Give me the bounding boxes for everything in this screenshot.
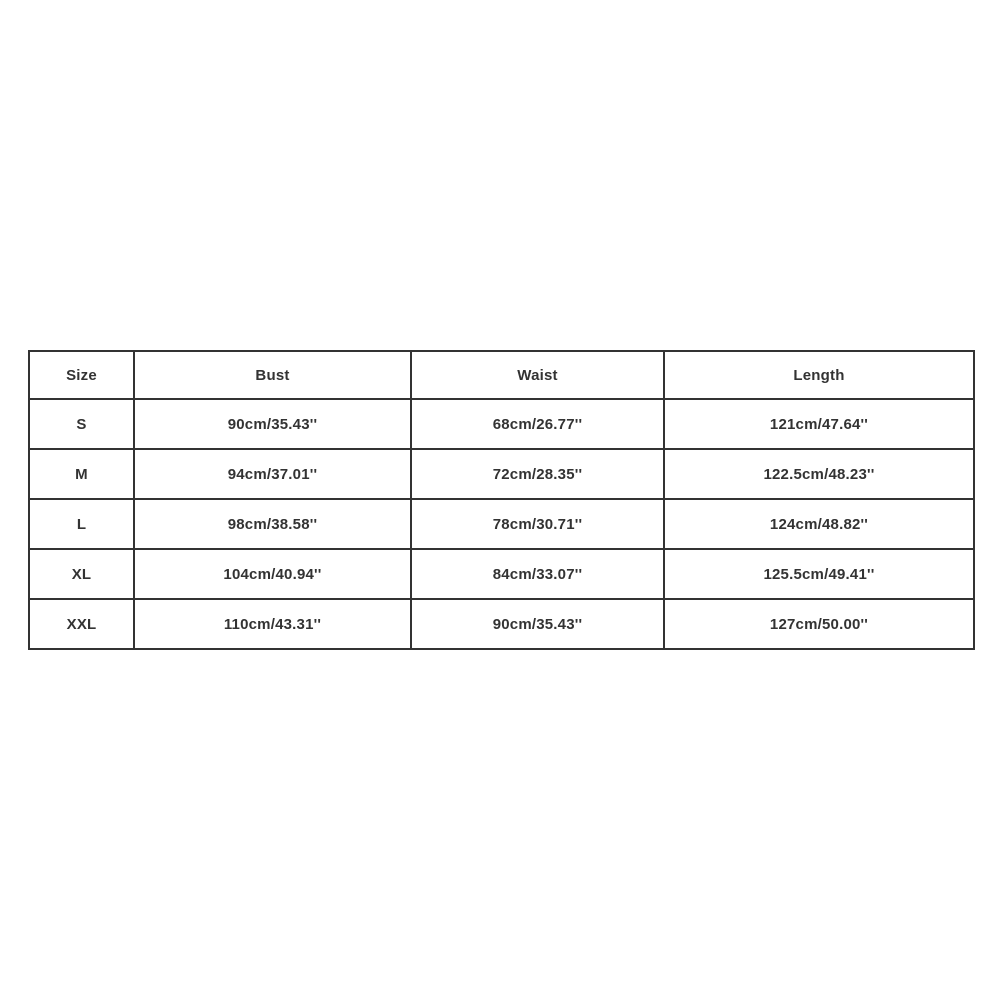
size-chart-table xyxy=(28,350,975,650)
waist-cell: 78cm/30.71'' xyxy=(411,499,664,549)
waist-cell: 72cm/28.35'' xyxy=(411,449,664,499)
size-cell: S xyxy=(29,399,134,449)
length-cell: 121cm/47.64'' xyxy=(664,399,974,449)
length-cell: 125.5cm/49.41'' xyxy=(664,549,974,599)
length-cell: 127cm/50.00'' xyxy=(664,599,974,649)
table-row-s xyxy=(29,399,974,449)
bust-cell: 110cm/43.31'' xyxy=(134,599,411,649)
length-cell: 122.5cm/48.23'' xyxy=(664,449,974,499)
header-row xyxy=(29,351,974,399)
size-cell: XXL xyxy=(29,599,134,649)
column-header-size: Size xyxy=(29,351,134,399)
waist-cell: 90cm/35.43'' xyxy=(411,599,664,649)
table-row-m xyxy=(29,449,974,499)
waist-cell: 68cm/26.77'' xyxy=(411,399,664,449)
size-cell: M xyxy=(29,449,134,499)
bust-cell: 104cm/40.94'' xyxy=(134,549,411,599)
column-header-waist: Waist xyxy=(411,351,664,399)
length-cell: 124cm/48.82'' xyxy=(664,499,974,549)
table-row-xl xyxy=(29,549,974,599)
size-cell: XL xyxy=(29,549,134,599)
bust-cell: 98cm/38.58'' xyxy=(134,499,411,549)
bust-cell: 94cm/37.01'' xyxy=(134,449,411,499)
table-row-l xyxy=(29,499,974,549)
waist-cell: 84cm/33.07'' xyxy=(411,549,664,599)
column-header-bust: Bust xyxy=(134,351,411,399)
size-cell: L xyxy=(29,499,134,549)
bust-cell: 90cm/35.43'' xyxy=(134,399,411,449)
table-row-xxl xyxy=(29,599,974,649)
column-header-length: Length xyxy=(664,351,974,399)
